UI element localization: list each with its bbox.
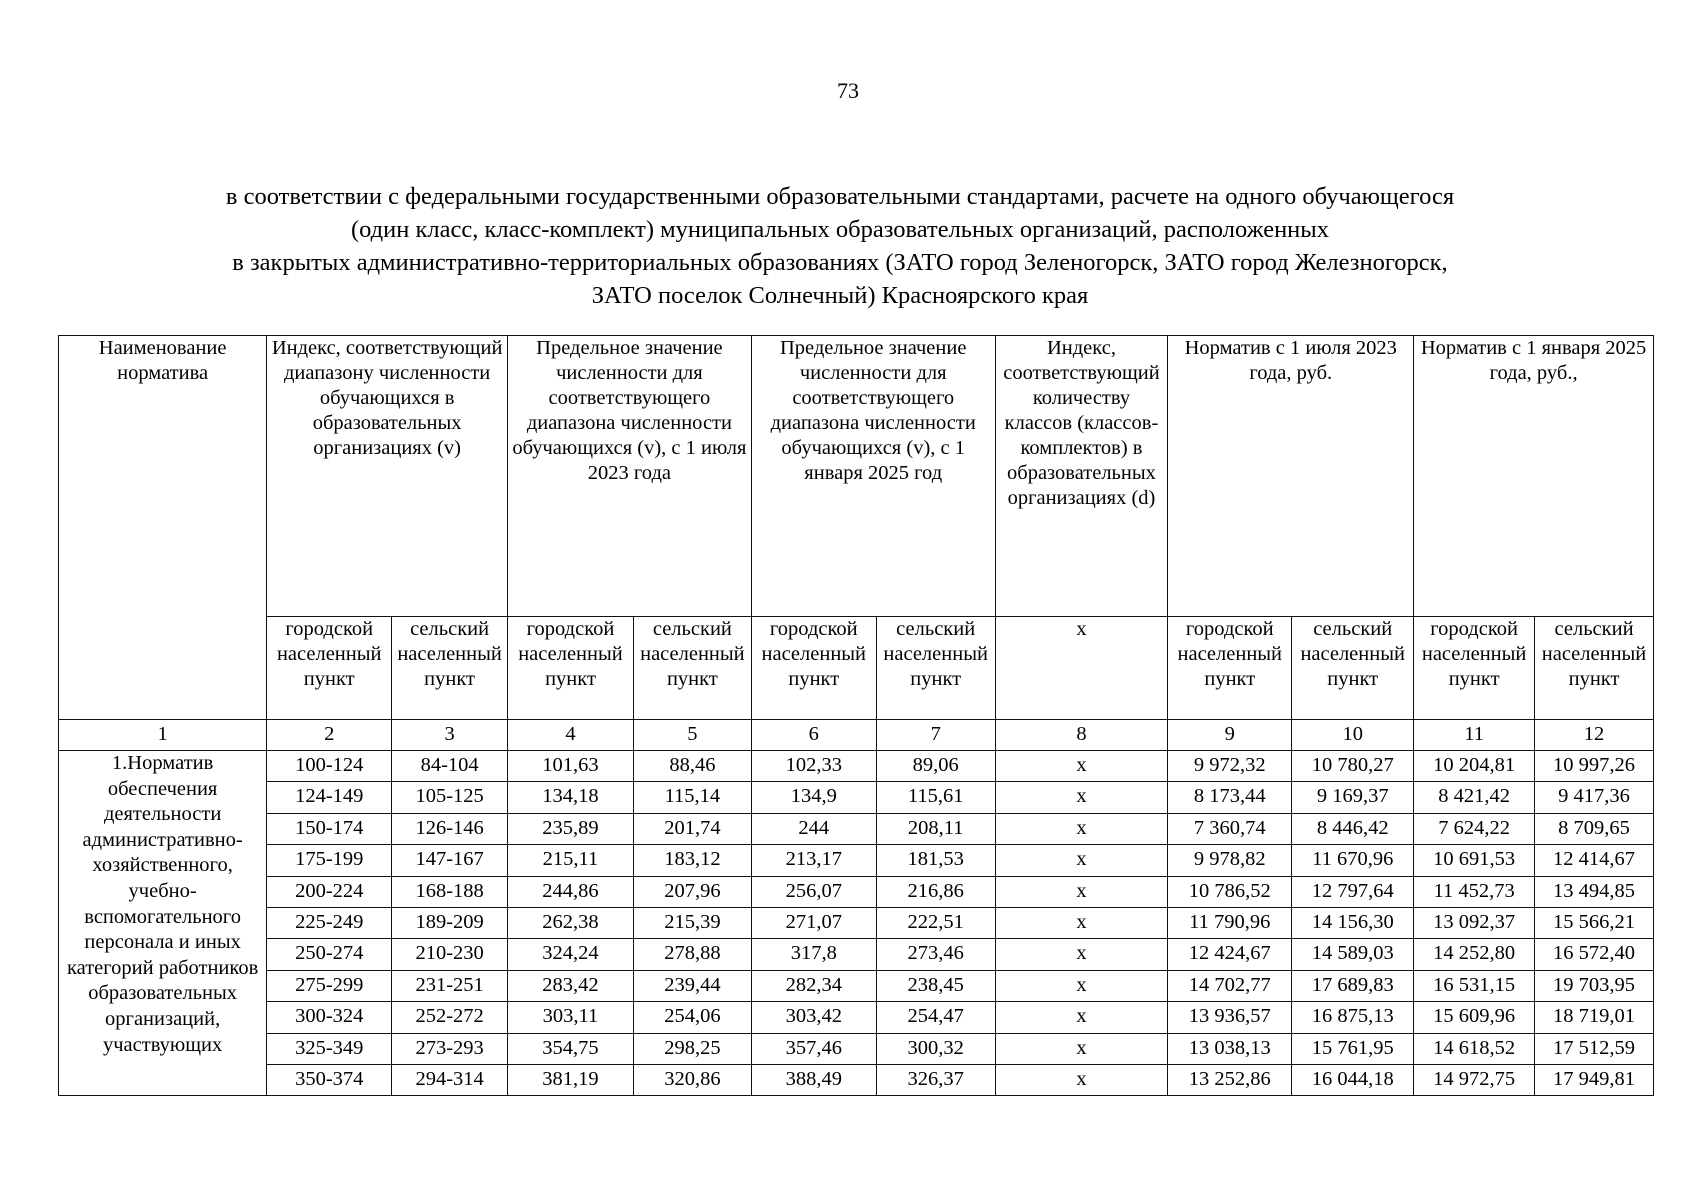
table-cell: 16 572,40	[1535, 939, 1654, 970]
table-cell: 320,86	[633, 1064, 751, 1095]
column-number: 3	[392, 720, 508, 751]
table-cell: 9 972,32	[1168, 751, 1292, 782]
table-cell: 210-230	[392, 939, 508, 970]
table-cell: 134,18	[508, 782, 634, 813]
table-cell: 13 092,37	[1414, 907, 1535, 938]
table-cell: 150-174	[267, 813, 392, 844]
table-cell: 282,34	[751, 970, 876, 1001]
table-cell: 273-293	[392, 1033, 508, 1064]
table-cell: 273,46	[876, 939, 995, 970]
table-row	[59, 1033, 1654, 1064]
subheader-urban: городской населенный пункт	[751, 617, 876, 720]
table-cell: 324,24	[508, 939, 634, 970]
table-cell: 201,74	[633, 813, 751, 844]
table-cell: 300-324	[267, 1002, 392, 1033]
table-cell: 250-274	[267, 939, 392, 970]
table-cell: 7 360,74	[1168, 813, 1292, 844]
table-cell: x	[995, 845, 1168, 876]
table-cell: 275-299	[267, 970, 392, 1001]
table-cell: 12 797,64	[1292, 876, 1414, 907]
column-number: 2	[267, 720, 392, 751]
table-cell: 7 624,22	[1414, 813, 1535, 844]
column-number: 11	[1414, 720, 1535, 751]
table-row	[59, 876, 1654, 907]
subheader-urban: городской населенный пункт	[1168, 617, 1292, 720]
header-limit-2025: Предельное значение численности для соответствующего диапазона численности обучающихся (v), с 1 января 2025 год	[751, 336, 995, 617]
table-row	[59, 751, 1654, 782]
table-cell: 14 156,30	[1292, 907, 1414, 938]
table-cell: 16 044,18	[1292, 1064, 1414, 1095]
table-cell: 14 252,80	[1414, 939, 1535, 970]
table-cell: 354,75	[508, 1033, 634, 1064]
table-cell: 175-199	[267, 845, 392, 876]
table-cell: 84-104	[392, 751, 508, 782]
table-cell: 10 780,27	[1292, 751, 1414, 782]
table-subheader-row	[59, 617, 1654, 720]
table-cell: x	[995, 751, 1168, 782]
table-cell: 168-188	[392, 876, 508, 907]
column-number: 12	[1535, 720, 1654, 751]
table-cell: 9 978,82	[1168, 845, 1292, 876]
table-cell: 14 589,03	[1292, 939, 1414, 970]
table-cell: 105-125	[392, 782, 508, 813]
table-cell: 189-209	[392, 907, 508, 938]
table-cell: 147-167	[392, 845, 508, 876]
table-cell: 100-124	[267, 751, 392, 782]
table-cell: 14 972,75	[1414, 1064, 1535, 1095]
table-cell: 381,19	[508, 1064, 634, 1095]
subheader-rural: сельский населенный пункт	[1292, 617, 1414, 720]
table-cell: 254,47	[876, 1002, 995, 1033]
header-norm-2023: Норматив с 1 июля 2023 года, руб.	[1168, 336, 1414, 617]
header-index-range: Индекс, соответствующий диапазону численности обучающихся в образовательных организациях (v)	[267, 336, 508, 617]
header-name: Наименование норматива	[59, 336, 267, 720]
column-number: 8	[995, 720, 1168, 751]
table-cell: x	[995, 1033, 1168, 1064]
table-cell: 303,42	[751, 1002, 876, 1033]
column-number: 10	[1292, 720, 1414, 751]
table-cell: 11 790,96	[1168, 907, 1292, 938]
table-row	[59, 1064, 1654, 1095]
table-cell: 8 173,44	[1168, 782, 1292, 813]
table-cell: x	[995, 1064, 1168, 1095]
table-cell: 252-272	[392, 1002, 508, 1033]
table-cell: 10 204,81	[1414, 751, 1535, 782]
table-cell: 8 709,65	[1535, 813, 1654, 844]
column-number: 9	[1168, 720, 1292, 751]
norm-name-cell: 1.Норматив обеспечения деятельности административно-хозяйственного, учебно-вспомогательного персонала и иных категорий работников образовательных организаций, участвующих	[59, 751, 267, 1096]
table-cell: x	[995, 907, 1168, 938]
table-cell: 124-149	[267, 782, 392, 813]
table-cell: 215,39	[633, 907, 751, 938]
table-cell: 326,37	[876, 1064, 995, 1095]
subheader-rural: сельский населенный пункт	[876, 617, 995, 720]
table-cell: 215,11	[508, 845, 634, 876]
column-number-row	[59, 720, 1654, 751]
table-cell: 15 609,96	[1414, 1002, 1535, 1033]
table-cell: 283,42	[508, 970, 634, 1001]
table-cell: 298,25	[633, 1033, 751, 1064]
table-cell: 10 786,52	[1168, 876, 1292, 907]
table-cell: 15 761,95	[1292, 1033, 1414, 1064]
table-cell: 244,86	[508, 876, 634, 907]
table-cell: 200-224	[267, 876, 392, 907]
table-cell: 207,96	[633, 876, 751, 907]
subheader-rural: сельский населенный пункт	[633, 617, 751, 720]
table-cell: 9 417,36	[1535, 782, 1654, 813]
table-cell: 235,89	[508, 813, 634, 844]
title-line: в закрытых административно-территориальных образованиях (ЗАТО город Зеленогорск, ЗАТО город Железногорск,	[232, 249, 1448, 276]
column-number: 6	[751, 720, 876, 751]
table-cell: 18 719,01	[1535, 1002, 1654, 1033]
column-number: 1	[59, 720, 267, 751]
table-cell: 357,46	[751, 1033, 876, 1064]
header-norm-2025: Норматив с 1 января 2025 года, руб.,	[1414, 336, 1654, 617]
table-cell: 231-251	[392, 970, 508, 1001]
table-cell: 115,61	[876, 782, 995, 813]
title-line: в соответствии с федеральными государственными образовательными стандартами, расчете на одного обучающегося	[225, 183, 1455, 210]
table-cell: 11 452,73	[1414, 876, 1535, 907]
table-cell: 213,17	[751, 845, 876, 876]
subheader-urban: городской населенный пункт	[267, 617, 392, 720]
table-cell: x	[995, 782, 1168, 813]
table-cell: 17 512,59	[1535, 1033, 1654, 1064]
table-cell: 271,07	[751, 907, 876, 938]
table-cell: 350-374	[267, 1064, 392, 1095]
table-cell: 300,32	[876, 1033, 995, 1064]
table-cell: x	[995, 970, 1168, 1001]
table-cell: 19 703,95	[1535, 970, 1654, 1001]
header-limit-2023: Предельное значение численности для соответствующего диапазона численности обучающихся (v), с 1 июля 2023 года	[508, 336, 752, 617]
table-row	[59, 970, 1654, 1001]
table-cell: 262,38	[508, 907, 634, 938]
subheader-rural: сельский населенный пункт	[1535, 617, 1654, 720]
title-line: ЗАТО поселок Солнечный) Красноярского края	[591, 282, 1089, 309]
table-cell: 9 169,37	[1292, 782, 1414, 813]
table-cell: 88,46	[633, 751, 751, 782]
table-row	[59, 907, 1654, 938]
table-cell: x	[995, 813, 1168, 844]
column-number: 7	[876, 720, 995, 751]
table-cell: 10 997,26	[1535, 751, 1654, 782]
subheader-x: x	[995, 617, 1168, 720]
table-cell: 317,8	[751, 939, 876, 970]
table-cell: x	[995, 1002, 1168, 1033]
table-cell: 11 670,96	[1292, 845, 1414, 876]
table-cell: 216,86	[876, 876, 995, 907]
table-cell: 17 949,81	[1535, 1064, 1654, 1095]
table-cell: 13 936,57	[1168, 1002, 1292, 1033]
table-cell: x	[995, 876, 1168, 907]
table-cell: 238,45	[876, 970, 995, 1001]
table-cell: 14 618,52	[1414, 1033, 1535, 1064]
table-cell: 256,07	[751, 876, 876, 907]
table-cell: 294-314	[392, 1064, 508, 1095]
table-cell: 254,06	[633, 1002, 751, 1033]
table-cell: 12 424,67	[1168, 939, 1292, 970]
table-cell: 102,33	[751, 751, 876, 782]
table-cell: 126-146	[392, 813, 508, 844]
table-cell: 225-249	[267, 907, 392, 938]
table-cell: 239,44	[633, 970, 751, 1001]
table-cell: 208,11	[876, 813, 995, 844]
norms-table	[58, 335, 1654, 1096]
table-cell: 278,88	[633, 939, 751, 970]
title-line: (один класс, класс-комплект) муниципальных образовательных организаций, расположенных	[350, 216, 1330, 243]
table-cell: 388,49	[751, 1064, 876, 1095]
table-row	[59, 845, 1654, 876]
table-cell: 181,53	[876, 845, 995, 876]
table-cell: 12 414,67	[1535, 845, 1654, 876]
table-cell: 13 038,13	[1168, 1033, 1292, 1064]
table-cell: 15 566,21	[1535, 907, 1654, 938]
document-title	[120, 180, 1560, 312]
table-cell: 134,9	[751, 782, 876, 813]
table-cell: 8 421,42	[1414, 782, 1535, 813]
table-cell: 14 702,77	[1168, 970, 1292, 1001]
table-cell: 8 446,42	[1292, 813, 1414, 844]
table-cell: 244	[751, 813, 876, 844]
subheader-rural: сельский населенный пункт	[392, 617, 508, 720]
column-number: 5	[633, 720, 751, 751]
table-row	[59, 939, 1654, 970]
table-cell: 13 252,86	[1168, 1064, 1292, 1095]
table-cell: 115,14	[633, 782, 751, 813]
table-row	[59, 782, 1654, 813]
table-cell: 16 531,15	[1414, 970, 1535, 1001]
table-cell: 89,06	[876, 751, 995, 782]
table-cell: 13 494,85	[1535, 876, 1654, 907]
table-cell: 303,11	[508, 1002, 634, 1033]
table-cell: 16 875,13	[1292, 1002, 1414, 1033]
table-cell: 101,63	[508, 751, 634, 782]
table-cell: 17 689,83	[1292, 970, 1414, 1001]
table-cell: 183,12	[633, 845, 751, 876]
table-cell: 325-349	[267, 1033, 392, 1064]
subheader-urban: городской населенный пункт	[1414, 617, 1535, 720]
header-index-classes: Индекс, соответствующий количеству классов (классов-комплектов) в образовательных организациях (d)	[995, 336, 1168, 617]
page-number: 73	[837, 78, 859, 103]
table-row	[59, 1002, 1654, 1033]
table-cell: 222,51	[876, 907, 995, 938]
subheader-urban: городской населенный пункт	[508, 617, 634, 720]
column-number: 4	[508, 720, 634, 751]
table-cell: 10 691,53	[1414, 845, 1535, 876]
table-cell: x	[995, 939, 1168, 970]
table-row	[59, 813, 1654, 844]
table-header-row	[59, 336, 1654, 617]
